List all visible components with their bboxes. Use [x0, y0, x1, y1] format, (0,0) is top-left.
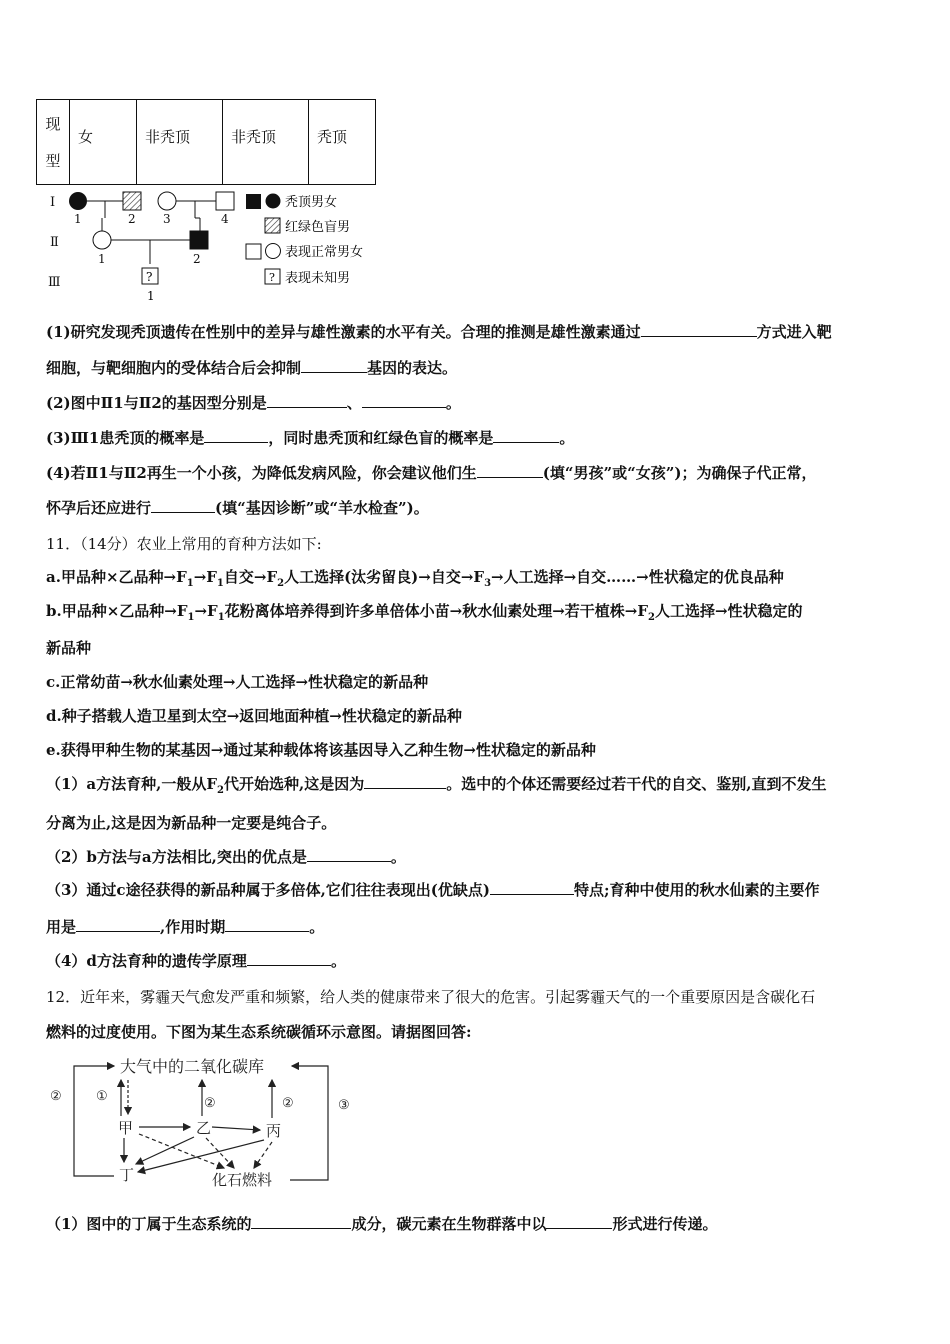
q11-method-a: a.甲品种×乙品种$\to F_1\to F_1$自交$\to F_2$人工选择(汰劣留良)→自交$\to F_3\to$人工选择→自交……→性状稳定的优良品种: [46, 568, 784, 589]
header-char: 型: [45, 152, 61, 170]
q11-part3-line2: 用是 ,作用时期 。: [46, 918, 325, 936]
q10-part1-line2: 细胞，与靶细胞内的受体结合后会抑制 基因的表达。: [46, 359, 458, 377]
bald-female-I1: [69, 192, 87, 210]
q11-part3-line1: （3）通过c途径获得的新品种属于多倍体,它们往往表现出(优缺点) 特点;育种中使用的秋水仙素的主要作: [46, 881, 820, 899]
q11-method-b: b.甲品种×乙品种$\to F_1\to F_1$花粉离体培养得到许多单倍体小苗→秋水仙素处理→若干植株$\to F_2$人工选择→性状稳定的: [46, 602, 803, 623]
process-label: ③: [338, 1098, 350, 1113]
q12-part1: （1）图中的丁属于生态系统的 成分，碳元素在生物群落中以 形式进行传递。: [46, 1215, 718, 1233]
answer-blank[interactable]: [477, 463, 543, 478]
table-header-cell: [37, 100, 70, 185]
q11-part1-line2: 分离为止,这是因为新品种一定要是纯合子。: [46, 814, 337, 832]
phenotype-table: [36, 99, 376, 185]
legend-normal-female-symbol: [266, 244, 281, 259]
process-label: ①: [96, 1089, 108, 1104]
q10-part3: (3)Ⅲ1患秃顶的概率是 ，同时患秃顶和红绿色盲的概率是 。: [46, 429, 575, 447]
answer-blank[interactable]: [247, 951, 331, 966]
table-cell: 秃顶: [309, 100, 376, 185]
generation-label: Ⅰ: [50, 195, 56, 210]
answer-blank[interactable]: [251, 1214, 351, 1229]
q10-part2: (2)图中Ⅱ1与Ⅱ2的基因型分别是 、 。: [46, 394, 461, 412]
answer-blank[interactable]: [364, 774, 446, 789]
individual-label: 2: [128, 212, 136, 226]
unknown-mark: ?: [146, 270, 153, 284]
q11-part4: （4）d方法育种的遗传学原理 。: [46, 952, 346, 970]
legend-label: 表现未知男: [285, 271, 351, 286]
node-ding: 丁: [119, 1166, 135, 1184]
individual-label: 4: [221, 212, 229, 226]
generation-label: Ⅱ: [50, 235, 59, 250]
header-char: 现: [45, 115, 61, 133]
q11-title: 11．（14分）农业上常用的育种方法如下:: [46, 535, 322, 553]
co2-pool-label: 大气中的二氧化碳库: [120, 1057, 265, 1076]
process-label: ②: [50, 1089, 62, 1104]
answer-blank[interactable]: [76, 917, 160, 932]
q10-part4-line1: (4)若Ⅱ1与Ⅱ2再生一个小孩，为降低发病风险，你会建议他们生 (填“男孩”或“女孩”)；为确保子代正常，: [46, 464, 817, 482]
pedigree-diagram: [40, 186, 390, 306]
table-cell: 非秃顶: [223, 100, 309, 185]
answer-blank[interactable]: [641, 322, 757, 337]
answer-blank[interactable]: [301, 358, 367, 373]
answer-blank[interactable]: [267, 393, 347, 408]
individual-label: 1: [147, 289, 155, 303]
answer-blank[interactable]: [546, 1214, 612, 1229]
bald-male-II2: [190, 231, 208, 249]
answer-blank[interactable]: [493, 428, 559, 443]
answer-blank[interactable]: [307, 847, 391, 862]
node-fossil-fuel: 化石燃料: [212, 1171, 273, 1189]
answer-blank[interactable]: [362, 393, 446, 408]
table-row: [37, 100, 376, 185]
node-yi: 乙: [196, 1119, 212, 1137]
legend-normal-male-symbol: [246, 244, 261, 259]
carbon-cycle-diagram: [44, 1052, 364, 1197]
q12-intro-line2: 燃料的过度使用。下图为某生态系统碳循环示意图。请据图回答:: [46, 1023, 472, 1041]
individual-label: 1: [98, 252, 106, 266]
legend-label: 红绿色盲男: [285, 220, 351, 235]
legend-unknown-mark: ?: [269, 271, 275, 284]
normal-male-I4: [216, 192, 234, 210]
legend-label: 表现正常男女: [285, 245, 364, 260]
process-label: ②: [204, 1096, 216, 1111]
normal-female-I3: [158, 192, 176, 210]
answer-blank[interactable]: [204, 428, 268, 443]
table-cell: 女: [70, 100, 137, 185]
generation-label: Ⅲ: [48, 275, 61, 290]
q10-part4-line2: 怀孕后还应进行 (填“基因诊断”或“羊水检查”)。: [46, 499, 429, 517]
colorblind-male-I2: [123, 192, 141, 210]
individual-label: 1: [74, 212, 82, 226]
q11-method-d: d.种子搭载人造卫星到太空→返回地面种植→性状稳定的新品种: [46, 707, 462, 725]
q10-part1-line1: (1)研究发现秃顶遗传在性别中的差异与雄性激素的水平有关。合理的推测是雄性激素通过 方式进入靶: [46, 323, 832, 341]
answer-blank[interactable]: [490, 880, 574, 895]
legend-bald-male-symbol: [246, 194, 261, 209]
answer-blank[interactable]: [225, 917, 309, 932]
process-label: ②: [282, 1096, 294, 1111]
individual-label: 3: [163, 212, 171, 226]
q11-method-e: e.获得甲种生物的某基因→通过某种载体将该基因导入乙种生物→性状稳定的新品种: [46, 741, 596, 759]
q11-part2: （2）b方法与a方法相比,突出的优点是 。: [46, 848, 406, 866]
q12-intro-line1: 12．近年来，雾霾天气愈发严重和频繁，给人类的健康带来了很大的危害。引起雾霾天气的一个重要原因是含碳化石: [46, 988, 816, 1006]
normal-female-II1: [93, 231, 111, 249]
legend-colorblind-symbol: [265, 218, 280, 233]
node-bing: 丙: [266, 1122, 282, 1140]
answer-blank[interactable]: [151, 498, 215, 513]
legend-bald-female-symbol: [266, 194, 281, 209]
individual-label: 2: [193, 252, 201, 266]
q11-method-b-cont: 新品种: [46, 639, 92, 657]
node-jia: 甲: [118, 1119, 134, 1137]
table-cell: 非秃顶: [137, 100, 223, 185]
q11-method-c: c.正常幼苗→秋水仙素处理→人工选择→性状稳定的新品种: [46, 673, 429, 691]
q11-part1-line1: （1）a方法育种,一般从$F_2$代开始选种,这是因为 。选中的个体还需要经过若干代的自交、鉴别,直到不发生: [46, 775, 827, 796]
legend-label: 秃顶男女: [285, 195, 338, 210]
